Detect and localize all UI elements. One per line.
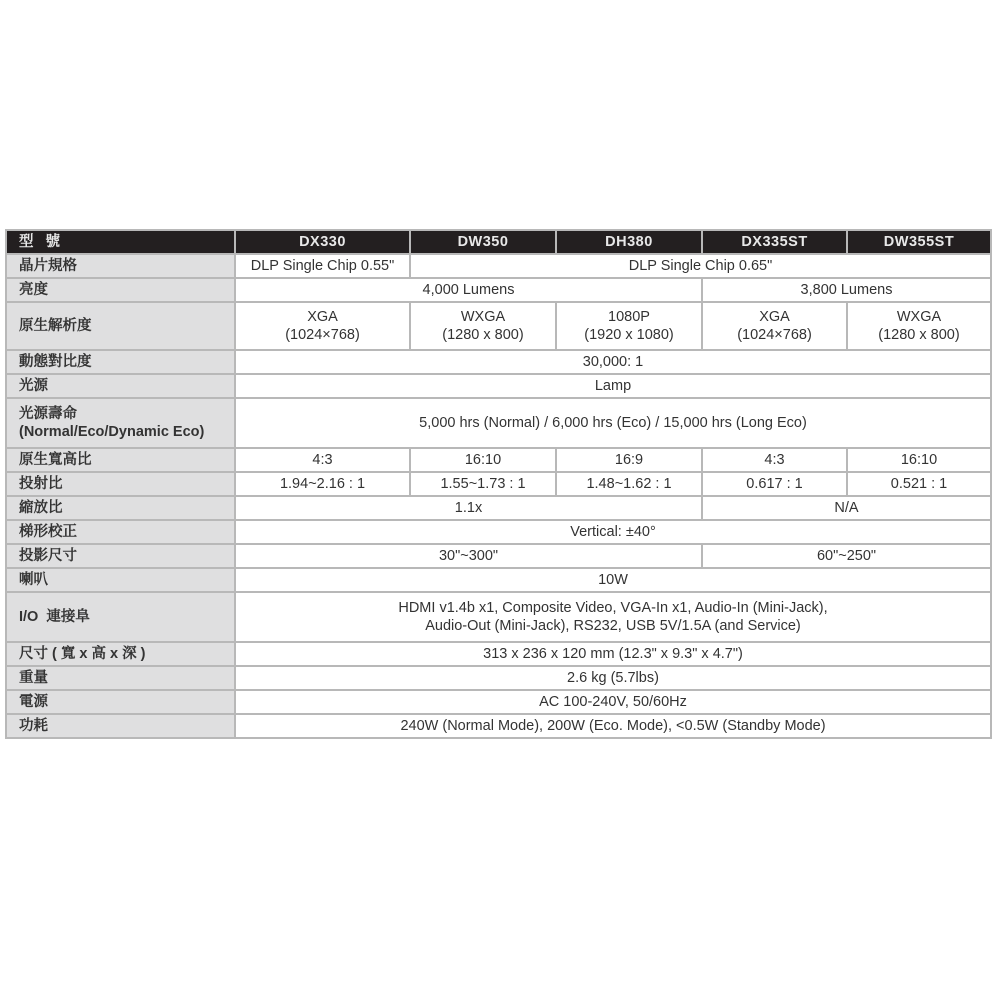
res-detail: (1920 x 1080) xyxy=(584,327,674,343)
row-label: 梯形校正 xyxy=(6,520,235,544)
cell: 313 x 236 x 120 mm (12.3" x 9.3" x 4.7") xyxy=(235,642,991,666)
cell: 1.94~2.16 : 1 xyxy=(235,472,410,496)
model-dw355st: DW355ST xyxy=(847,230,991,254)
model-dx335st: DX335ST xyxy=(702,230,847,254)
res-name: WXGA xyxy=(896,309,942,325)
cell: Vertical: ±40° xyxy=(235,520,991,544)
row-label: 功耗 xyxy=(6,714,235,738)
row-label xyxy=(6,398,235,448)
row-weight xyxy=(6,666,991,690)
cell xyxy=(847,302,991,350)
row-label: 亮度 xyxy=(6,278,235,302)
cell: 16:9 xyxy=(556,448,702,472)
cell: 1.55~1.73 : 1 xyxy=(410,472,556,496)
row-label: 投影尺寸 xyxy=(6,544,235,568)
res-detail: (1280 x 800) xyxy=(442,327,524,343)
res-detail: (1280 x 800) xyxy=(878,327,960,343)
label-line: 光源壽命 xyxy=(19,406,77,422)
cell: 5,000 hrs (Normal) / 6,000 hrs (Eco) / 15,000 hrs (Long Eco) xyxy=(235,398,991,448)
cell: 16:10 xyxy=(847,448,991,472)
row-label: 喇叭 xyxy=(6,568,235,592)
cell: N/A xyxy=(702,496,991,520)
cell: 0.617 : 1 xyxy=(702,472,847,496)
res-name: XGA xyxy=(307,309,338,325)
cell: Lamp xyxy=(235,374,991,398)
row-aspect xyxy=(6,448,991,472)
row-label: I/O 連接阜 xyxy=(6,592,235,642)
cell: DLP Single Chip 0.65" xyxy=(410,254,991,278)
res-name: 1080P xyxy=(608,309,650,325)
cell: 4:3 xyxy=(235,448,410,472)
res-detail: (1024×768) xyxy=(285,327,360,343)
row-zoom xyxy=(6,496,991,520)
model-dw350: DW350 xyxy=(410,230,556,254)
row-label: 原生寬高比 xyxy=(6,448,235,472)
row-label: 縮放比 xyxy=(6,496,235,520)
row-dimensions xyxy=(6,642,991,666)
model-dx330: DX330 xyxy=(235,230,410,254)
row-label: 原生解析度 xyxy=(6,302,235,350)
row-consumption xyxy=(6,714,991,738)
label-line: (Normal/Eco/Dynamic Eco) xyxy=(19,424,205,440)
res-name: WXGA xyxy=(460,309,506,325)
io-line: Audio-Out (Mini-Jack), RS232, USB 5V/1.5A (and Service) xyxy=(425,618,801,634)
cell: 2.6 kg (5.7lbs) xyxy=(235,666,991,690)
io-line: HDMI v1.4b x1, Composite Video, VGA-In x1, Audio-In (Mini-Jack), xyxy=(398,600,828,616)
row-throw xyxy=(6,472,991,496)
cell: 4:3 xyxy=(702,448,847,472)
row-brightness xyxy=(6,278,991,302)
spec-table xyxy=(5,229,992,739)
cell: 30"~300" xyxy=(235,544,702,568)
cell: 3,800 Lumens xyxy=(702,278,991,302)
cell: 10W xyxy=(235,568,991,592)
row-label: 尺寸 ( 寬 x 高 x 深 ) xyxy=(6,642,235,666)
cell xyxy=(235,592,991,642)
row-speaker xyxy=(6,568,991,592)
row-label: 電源 xyxy=(6,690,235,714)
cell: AC 100-240V, 50/60Hz xyxy=(235,690,991,714)
cell xyxy=(235,302,410,350)
row-power xyxy=(6,690,991,714)
cell xyxy=(702,302,847,350)
row-chip xyxy=(6,254,991,278)
cell xyxy=(410,302,556,350)
row-io xyxy=(6,592,991,642)
row-label: 投射比 xyxy=(6,472,235,496)
row-label: 光源 xyxy=(6,374,235,398)
row-keystone xyxy=(6,520,991,544)
cell: 240W (Normal Mode), 200W (Eco. Mode), <0.5W (Standby Mode) xyxy=(235,714,991,738)
row-image-size xyxy=(6,544,991,568)
res-detail: (1024×768) xyxy=(737,327,812,343)
row-resolution xyxy=(6,302,991,350)
row-label: 動態對比度 xyxy=(6,350,235,374)
res-name: XGA xyxy=(759,309,790,325)
cell xyxy=(556,302,702,350)
cell: 30,000: 1 xyxy=(235,350,991,374)
row-lamp-life xyxy=(6,398,991,448)
model-dh380: DH380 xyxy=(556,230,702,254)
row-label: 重量 xyxy=(6,666,235,690)
cell: 0.521 : 1 xyxy=(847,472,991,496)
row-label: 晶片規格 xyxy=(6,254,235,278)
cell: 1.48~1.62 : 1 xyxy=(556,472,702,496)
header-row xyxy=(6,230,991,254)
model-label: 型 號 xyxy=(6,230,235,254)
cell: DLP Single Chip 0.55" xyxy=(235,254,410,278)
row-light-source xyxy=(6,374,991,398)
cell: 60"~250" xyxy=(702,544,991,568)
row-contrast xyxy=(6,350,991,374)
cell: 16:10 xyxy=(410,448,556,472)
cell: 4,000 Lumens xyxy=(235,278,702,302)
cell: 1.1x xyxy=(235,496,702,520)
